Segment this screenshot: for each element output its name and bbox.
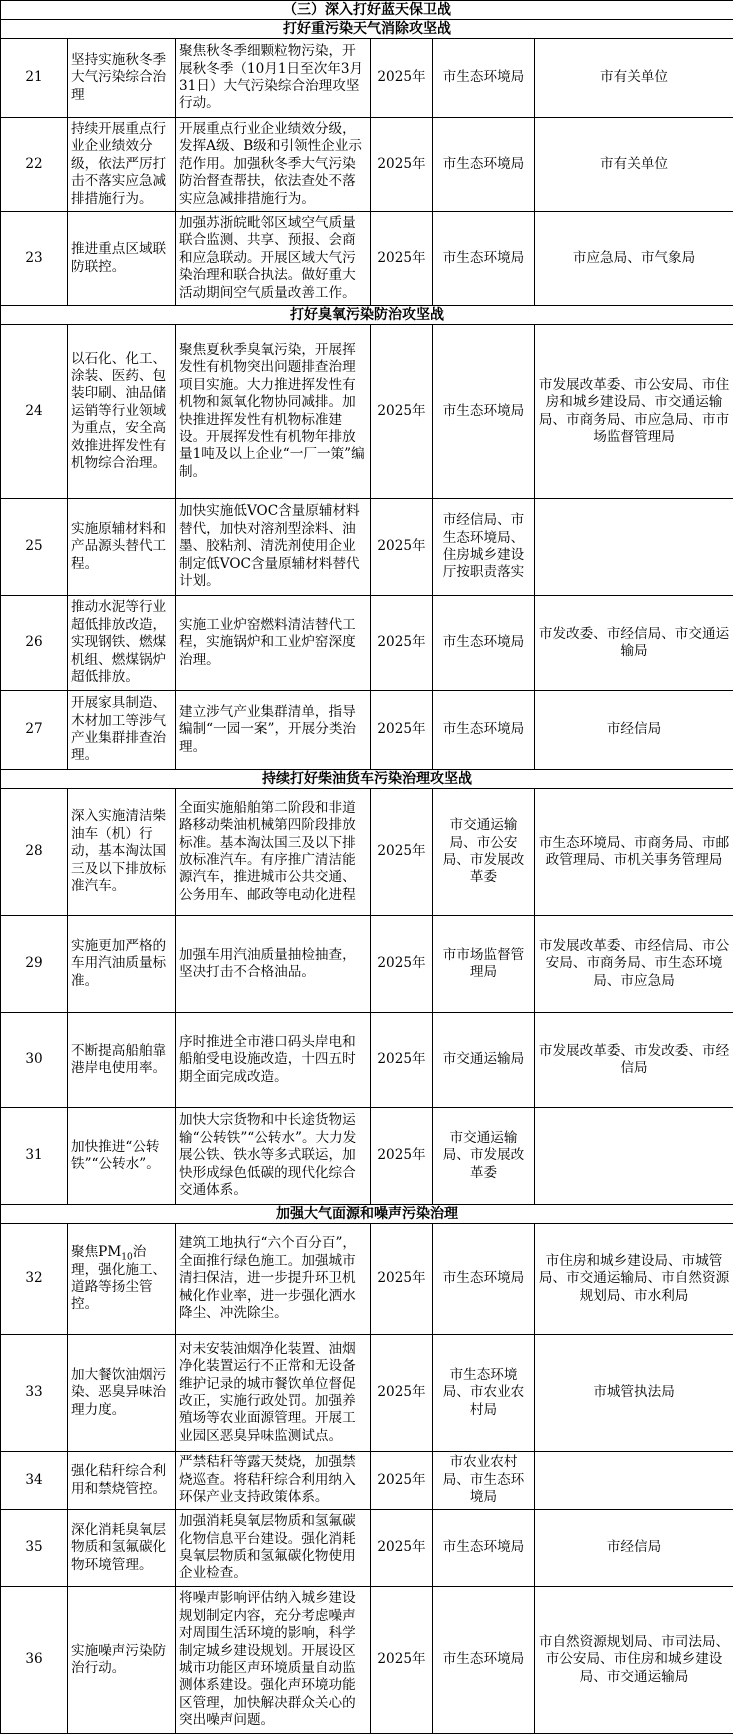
task-cell: 开展家具制造、木材加工等涉气产业集群排查治理。 [68,691,176,770]
lead-unit-cell: 市生态环境局 [433,596,535,691]
row-number: 25 [1,499,68,596]
group-title: 持续打好柴油货车污染治理攻坚战 [1,770,733,789]
table-row [1,1224,733,1335]
coop-unit-cell [535,1108,733,1205]
year-cell: 2025年 [371,39,433,118]
task-cell: 实施原辅材料和产品源头替代工程。 [68,499,176,596]
table-row [1,1510,733,1587]
task-cell: 持续开展重点行业企业绩效分级，依法严厉打击不落实应急减排措施行为。 [68,118,176,212]
table-row [1,1108,733,1205]
table-row [1,596,733,691]
measure-cell: 将噪声影响评估纳入城乡建设规划制定内容，充分考虑噪声对周围生活环境的影响，科学制定城乡建设规划。开展设区城市功能区声环境质量自动监测体系建设。强化声环境功能区管理，加快解决群众关心的突出噪声问题。 [176,1587,371,1734]
row-number: 32 [1,1224,68,1335]
coop-unit-cell: 市住房和城乡建设局、市城管局、市交通运输局、市自然资源规划局、市水利局 [535,1224,733,1335]
year-cell: 2025年 [371,1224,433,1335]
coop-unit-cell: 市发改委、市经信局、市交通运输局 [535,596,733,691]
row-number: 30 [1,1013,68,1108]
row-number: 23 [1,212,68,306]
lead-unit-cell: 市生态环境局 [433,325,535,499]
coop-unit-cell: 市发展改革委、市公安局、市住房和城乡建设局、市交通运输局、市商务局、市应急局、市市场监督管理局 [535,325,733,499]
row-number: 29 [1,916,68,1013]
measure-cell: 建立涉气产业集群清单，指导编制“一园一案”，开展分类治理。 [176,691,371,770]
lead-unit-cell: 市生态环境局 [433,691,535,770]
year-cell: 2025年 [371,1013,433,1108]
coop-unit-cell: 市自然资源规划局、市司法局、市公安局、市住房和城乡建设局、市交通运输局 [535,1587,733,1734]
row-number: 27 [1,691,68,770]
task-cell: 实施噪声污染防治行动。 [68,1587,176,1734]
year-cell: 2025年 [371,499,433,596]
row-number: 33 [1,1335,68,1452]
table-row [1,916,733,1013]
year-cell: 2025年 [371,118,433,212]
measure-cell: 开展重点行业企业绩效分级，发挥A级、B级和引领性企业示范作用。加强秋冬季大气污染防治督查帮扶，依法查处不落实应急减排措施行为。 [176,118,371,212]
table-row [1,1452,733,1510]
row-number: 34 [1,1452,68,1510]
group-title: 打好重污染天气消除攻坚战 [1,20,733,39]
measure-cell: 加强消耗臭氧层物质和氢氟碳化物信息平台建设。强化消耗臭氧层物质和氢氟碳化物使用企业检查。 [176,1510,371,1587]
measure-cell: 聚焦夏秋季臭氧污染，开展挥发性有机物突出问题排查治理项目实施。大力推进挥发性有机物和氮氧化物协同减排。加快推进挥发性有机物标准建设。开展挥发性有机物年排放量1吨及以上企业“一厂一策”编制。 [176,325,371,499]
lead-unit-cell: 市生态环境局 [433,1510,535,1587]
year-cell: 2025年 [371,916,433,1013]
year-cell: 2025年 [371,596,433,691]
coop-unit-cell: 市发展改革委、市发改委、市经信局 [535,1013,733,1108]
task-cell: 推进重点区域联防联控。 [68,212,176,306]
coop-unit-cell: 市有关单位 [535,39,733,118]
year-cell: 2025年 [371,212,433,306]
table-row [1,1013,733,1108]
year-cell: 2025年 [371,691,433,770]
measure-cell: 聚焦秋冬季细颗粒物污染，开展秋冬季（10月1日至次年3月31日）大气污染综合治理攻坚行动。 [176,39,371,118]
table-row [1,212,733,306]
row-number: 26 [1,596,68,691]
coop-unit-cell: 市发展改革委、市经信局、市公安局、市商务局、市生态环境局、市应急局 [535,916,733,1013]
row-number: 35 [1,1510,68,1587]
row-number: 28 [1,789,68,916]
measure-cell: 实施工业炉窑燃料清洁替代工程，实施锅炉和工业炉窑深度治理。 [176,596,371,691]
row-number: 24 [1,325,68,499]
table-row [1,789,733,916]
table-row [1,691,733,770]
group-title: 加强大气面源和噪声污染治理 [1,1205,733,1224]
year-cell: 2025年 [371,1587,433,1734]
measure-cell: 全面实施船舶第二阶段和非道路移动柴油机械第四阶段排放标准。基本淘汰国三及以下排放标准汽车。有序推广清洁能源汽车，推进城市公共交通、公务用车、邮政等电动化进程 [176,789,371,916]
measure-cell: 加强车用汽油质量抽检抽查，坚决打击不合格油品。 [176,916,371,1013]
table-row [1,499,733,596]
measure-cell: 加快大宗货物和中长途货物运输“公转铁”“公转水”。大力发展公铁、铁水等多式联运，加快形成绿色低碳的现代化综合交通体系。 [176,1108,371,1205]
task-cell: 加大餐饮油烟污染、恶臭异味治理力度。 [68,1335,176,1452]
lead-unit-cell: 市经信局、市生态环境局、住房城乡建设厅按职责落实 [433,499,535,596]
task-cell: 不断提高船舶靠港岸电使用率。 [68,1013,176,1108]
lead-unit-cell: 市生态环境局 [433,118,535,212]
measure-cell: 加强苏浙皖毗邻区域空气质量联合监测、共享、预报、会商和应急联动。开展区域大气污染治理和联合执法。做好重大活动期间空气质量改善工作。 [176,212,371,306]
coop-unit-cell: 市有关单位 [535,118,733,212]
row-number: 36 [1,1587,68,1734]
row-number: 21 [1,39,68,118]
lead-unit-cell: 市生态环境局 [433,1587,535,1734]
year-cell: 2025年 [371,1335,433,1452]
lead-unit-cell: 市交通运输局、市公安局、市发展改革委 [433,789,535,916]
lead-unit-cell: 市生态环境局 [433,1224,535,1335]
year-cell: 2025年 [371,1108,433,1205]
task-cell: 强化秸秆综合利用和禁烧管控。 [68,1452,176,1510]
task-cell: 深化消耗臭氧层物质和氢氟碳化物环境管理。 [68,1510,176,1587]
measure-cell: 对未安装油烟净化装置、油烟净化装置运行不正常和无设备维护记录的城市餐饮单位督促改正，实施行政处罚。加强养殖场等农业面源管理。开展工业园区恶臭异味监测试点。 [176,1335,371,1452]
measure-cell: 建筑工地执行“六个百分百”，全面推行绿色施工。加强城市清扫保洁，进一步提升环卫机械化作业率，进一步强化洒水降尘、冲洗除尘。 [176,1224,371,1335]
measure-cell: 加快实施低VOC含量原辅材料替代，加快对溶剂型涂料、油墨、胶粘剂、清洗剂使用企业制定低VOC含量原辅材料替代计划。 [176,499,371,596]
row-number: 22 [1,118,68,212]
lead-unit-cell: 市交通运输局 [433,1013,535,1108]
lead-unit-cell: 市交通运输局、市发展改革委 [433,1108,535,1205]
coop-unit-cell: 市应急局、市气象局 [535,212,733,306]
lead-unit-cell: 市生态环境局 [433,39,535,118]
task-cell: 坚持实施秋冬季大气污染综合治理 [68,39,176,118]
year-cell: 2025年 [371,325,433,499]
lead-unit-cell: 市市场监督管理局 [433,916,535,1013]
section-title: （三）深入打好蓝天保卫战 [1,1,733,20]
lead-unit-cell: 市生态环境局、市农业农村局 [433,1335,535,1452]
coop-unit-cell [535,1452,733,1510]
task-cell: 实施更加严格的车用汽油质量标准。 [68,916,176,1013]
table-row [1,325,733,499]
table-row [1,39,733,118]
coop-unit-cell: 市经信局 [535,1510,733,1587]
task-cell: 加快推进“公转铁”“公转水”。 [68,1108,176,1205]
coop-unit-cell: 市城管执法局 [535,1335,733,1452]
coop-unit-cell [535,499,733,596]
task-cell: 以石化、化工、涂装、医药、包装印刷、油品储运销等行业领域为重点，安全高效推进挥发性有机物综合治理。 [68,325,176,499]
lead-unit-cell: 市生态环境局 [433,212,535,306]
task-cell: 深入实施清洁柴油车（机）行动，基本淘汰国三及以下排放标准汽车。 [68,789,176,916]
coop-unit-cell: 市经信局 [535,691,733,770]
coop-unit-cell: 市生态环境局、市商务局、市邮政管理局、市机关事务管理局 [535,789,733,916]
task-cell: 聚焦$PM_{10}$治理，强化施工、道路等扬尘管控。 [68,1224,176,1335]
year-cell: 2025年 [371,1452,433,1510]
table-row [1,118,733,212]
table-row [1,1587,733,1734]
table-row [1,1335,733,1452]
measure-cell: 序时推进全市港口码头岸电和船舶受电设施改造，十四五时期全面完成改造。 [176,1013,371,1108]
measure-cell: 严禁秸秆等露天焚烧，加强禁烧巡查。将秸秆综合利用纳入环保产业支持政策体系。 [176,1452,371,1510]
task-cell: 推动水泥等行业超低排放改造，实现钢铁、燃煤机组、燃煤锅炉超低排放。 [68,596,176,691]
row-number: 31 [1,1108,68,1205]
year-cell: 2025年 [371,789,433,916]
year-cell: 2025年 [371,1510,433,1587]
group-title: 打好臭氧污染防治攻坚战 [1,306,733,325]
lead-unit-cell: 市农业农村局、市生态环境局 [433,1452,535,1510]
